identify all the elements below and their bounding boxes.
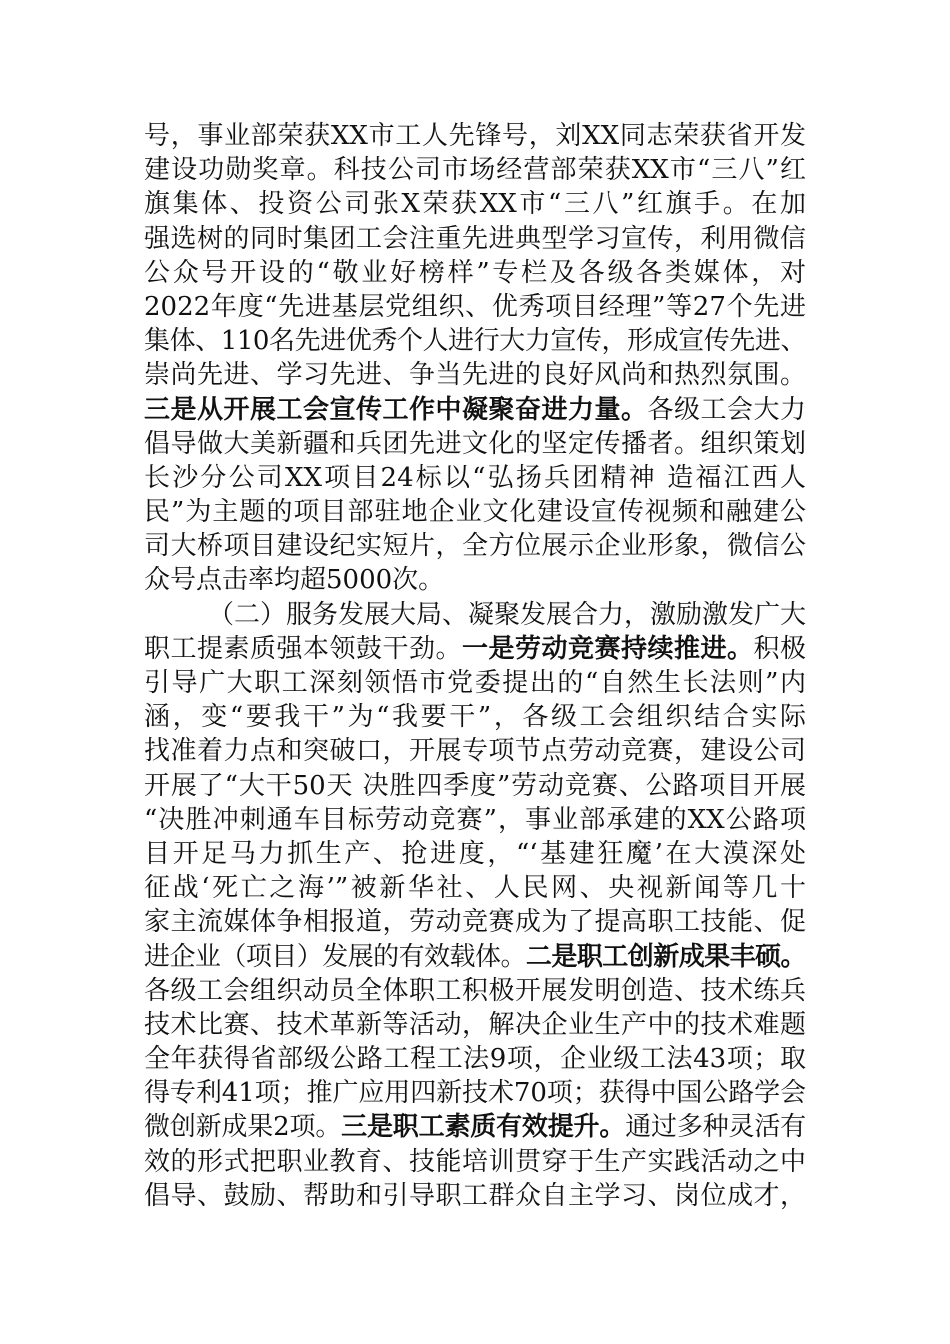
text-line (144, 393, 806, 427)
text-line (144, 666, 806, 700)
bold-heading-run: 一是劳动竞赛持续推进。 (461, 633, 754, 664)
text-line (144, 598, 806, 632)
text-run: 全年获得省部级公路工程工法9项，企业级工法43项；取 (144, 1044, 806, 1075)
text-run: 司大桥项目建设纪实短片，全方位展示企业形象，微信公 (144, 531, 806, 562)
text-line (144, 700, 806, 734)
text-run: 各级工会组织动员全体职工积极开展发明创造、技术练兵 (144, 975, 806, 1006)
text-line (144, 187, 806, 221)
text-line (144, 256, 806, 290)
text-line (144, 734, 806, 768)
text-run: 公众号开设的“敬业好榜样”专栏及各级各类媒体，对 (144, 257, 806, 288)
text-line (144, 940, 806, 974)
text-run: 集体、110名先进优秀个人进行大力宣传，形成宣传先进、 (144, 326, 807, 357)
text-run: 长沙分公司XX项目24标以“弘扬兵团精神 造福江西人 (144, 462, 806, 493)
text-line (144, 153, 806, 187)
text-line (144, 290, 806, 324)
text-line (144, 529, 806, 563)
bold-heading-run: 三是从开展工会宣传工作中凝聚奋进力量。 (144, 394, 648, 425)
text-run: 职工提素质强本领鼓干劲。 (144, 633, 462, 664)
text-line (144, 974, 806, 1008)
text-line (144, 495, 806, 529)
text-line (144, 324, 806, 358)
text-line (144, 1145, 806, 1179)
text-run: 旗集体、投资公司张X荣获XX市“三八”红旗手。在加 (144, 189, 806, 220)
text-line (144, 1076, 806, 1110)
text-run: 征战‘死亡之海’”被新华社、人民网、央视新闻等几十 (144, 873, 806, 904)
text-line (144, 905, 806, 939)
text-run: 效的形式把职业教育、技能培训贯穿于生产实践活动之中 (144, 1146, 806, 1177)
text-run: “决胜冲刺通车目标劳动竞赛”，事业部承建的XX公路项 (144, 804, 806, 835)
text-line (144, 837, 806, 871)
text-run: 引导广大职工深刻领悟市党委提出的“自然生长法则”内 (144, 668, 806, 698)
text-line (144, 803, 806, 837)
text-line (144, 1179, 806, 1213)
text-run: 目开足马力抓生产、抢进度，“‘基建狂魔’在大漠深处 (144, 838, 806, 869)
text-run: 微创新成果2项。 (144, 1112, 342, 1143)
text-run: 技术比赛、技术革新等活动，解决企业生产中的技术难题 (144, 1009, 806, 1040)
text-run: 通过多种灵活有 (625, 1112, 806, 1143)
text-line (144, 222, 806, 256)
text-run: 号，事业部荣获XX市工人先锋号，刘XX同志荣获省开发 (144, 121, 806, 151)
body-text (144, 119, 806, 1213)
text-run: （二）服务发展大局、凝聚发展合力，激励激发广大 (208, 599, 807, 630)
text-run: 家主流媒体争相报道，劳动竞赛成为了提高职工技能、促 (144, 907, 806, 938)
text-line (144, 1008, 806, 1042)
text-line (144, 461, 806, 495)
text-line (144, 427, 806, 461)
text-run: 进企业（项目）发展的有效载体。 (144, 941, 526, 972)
text-line (144, 563, 806, 597)
bold-heading-run: 三是职工素质有效提升。 (341, 1112, 626, 1143)
text-run: 得专利41项；推广应用四新技术70项；获得中国公路学会 (144, 1078, 807, 1109)
text-run: 建设功勋奖章。科技公司市场经营部荣获XX市“三八”红 (144, 155, 806, 186)
text-run: 民”为主题的项目部驻地企业文化建设宣传视频和融建公 (144, 497, 806, 528)
text-run: 强选树的同时集团工会注重先进典型学习宣传，利用微信 (144, 223, 806, 254)
text-run: 积极 (753, 633, 806, 664)
text-line (144, 119, 806, 153)
text-run: 各级工会大力 (647, 394, 806, 425)
text-run: 2022年度“先进基层党组织、优秀项目经理”等27个先进 (144, 291, 806, 322)
text-line (144, 1110, 806, 1144)
text-run: 开展了“大干50天 决胜四季度”劳动竞赛、公路项目开展 (144, 770, 806, 801)
bold-heading-run: 二是职工创新成果丰硕。 (525, 941, 806, 972)
text-line (144, 1042, 806, 1076)
text-run: 找准着力点和突破口，开展专项节点劳动竞赛，建设公司 (144, 736, 806, 767)
text-run: 倡导、鼓励、帮助和引导职工群众自主学习、岗位成才， (144, 1180, 806, 1211)
text-line (144, 871, 806, 905)
text-line (144, 358, 806, 392)
text-line (144, 769, 806, 803)
text-run: 倡导做大美新疆和兵团先进文化的坚定传播者。组织策划 (144, 428, 806, 459)
text-run: 众号点击率均超5000次。 (144, 565, 445, 596)
text-line (144, 632, 806, 666)
text-run: 涵，变“要我干”为“我要干”，各级工会组织结合实际 (144, 702, 806, 733)
text-run: 崇尚先进、学习先进、争当先进的良好风尚和热烈氛围。 (144, 360, 806, 391)
